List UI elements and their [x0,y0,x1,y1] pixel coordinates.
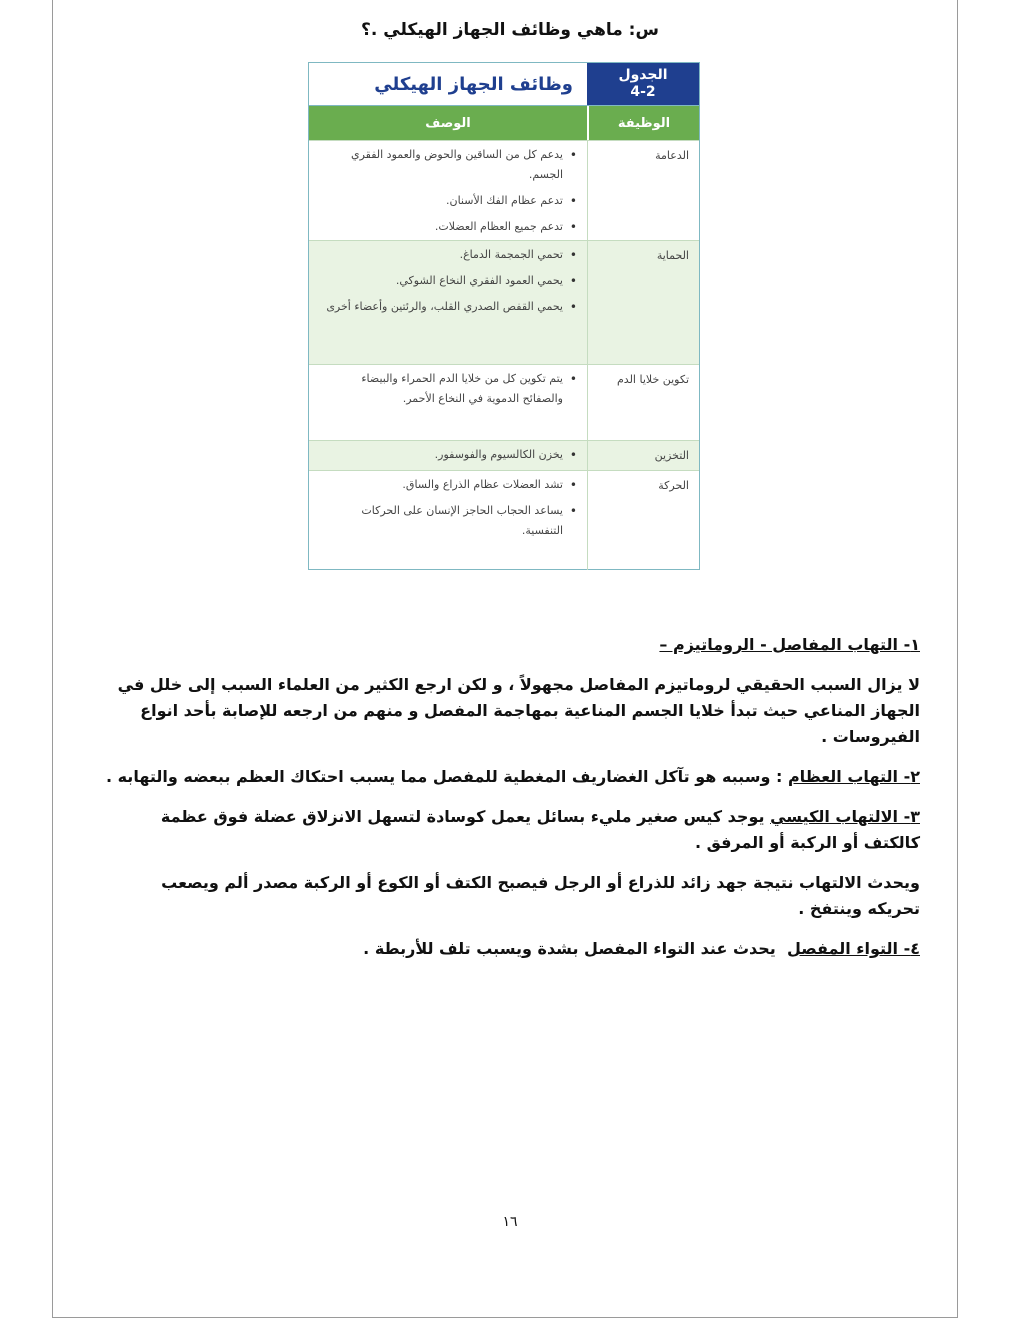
description-item: • يدعم كل من الساقين والحوض والعمود الفقري الجسم. [321,145,577,185]
section-1-body: لا يزال السبب الحقيقي لروماتيزم المفاصل مجهولاً ، و لكن ارجع الكثير من العلماء السبب إلى خلل في الجهاز المناعي حيث تبدأ خلايا الجسم المناعية بمهاجمة المفصل و منهم من ارجعه للإصابة بأحد انواع الفيروسات . [117,675,920,746]
table-number-label [587,63,699,105]
table-label-word: الجدول [618,67,668,83]
description-item: • يحمي العمود الفقري النخاع الشوكي. [321,271,577,291]
table-row [309,240,699,364]
section-3-title: ٣- الالتهاب الكيسي [770,807,920,826]
description-cell [309,241,587,364]
section-1-heading [105,632,920,658]
description-item: • يتم تكوين كل من خلايا الدم الحمراء والبيضاء والصفائح الدموية في النخاع الأحمر. [321,369,577,409]
description-item: • تدعم عظام الفك الأسنان. [321,191,577,211]
section-4-title: ٤- التواء المفصل [786,939,920,958]
page-number: ١٦ [502,1214,518,1230]
section-3-body: يوجد كيس صغير مليء بسائل يعمل كوسادة لتسهل الانزلاق عضلة فوق عظمة كالكتف أو الركبة أو المرفق . [160,807,920,852]
section-2 [105,764,920,790]
description-cell [309,365,587,440]
section-1-title: ١- التهاب المفاصل - الروماتيزم – [659,635,920,654]
section-4-body: يحدث عند التواء المفصل بشدة ويسبب تلف للأربطة . [363,939,776,958]
section-2-body: : وسببه هو تآكل الغضاريف المغطية للمفصل مما يسبب احتكاك العظم ببعضه والتهابه . [105,767,783,786]
description-item: • يساعد الحجاب الحاجز الإنسان على الحركات التنفسية. [321,501,577,541]
description-item: • تشد العضلات عظام الذراع والساق. [321,475,577,495]
function-cell: تكوين خلايا الدم [587,365,699,440]
section-4 [105,936,920,962]
function-cell: التخزين [587,441,699,470]
description-cell [309,471,587,570]
description-item: • يحمي القفص الصدري القلب، والرئتين وأعضاء أخرى [321,297,577,317]
table-header [309,63,699,106]
function-cell: الحماية [587,241,699,364]
function-cell: الحركة [587,471,699,570]
description-item: • تدعم جميع العظام العضلات. [321,217,577,237]
table-row [309,470,699,570]
section-3-extra: ويحدث الالتهاب نتيجة جهد زائد للذراع أو الرجل فيصبح الكتف أو الكوع أو الركبة مصدر ألم ويصعب تحريكه وينتفخ . [161,873,920,918]
table-row [309,440,699,470]
table-title: وظائف الجهاز الهيكلي [374,73,573,95]
section-2-title: ٢- التهاب العظام [787,767,920,786]
skeletal-functions-table [308,62,700,570]
table-label-number: 4-2 [630,84,656,100]
column-header-description: الوصف [425,115,471,131]
description-cell [309,441,587,470]
table-row [309,364,699,440]
section-3 [105,804,920,856]
table-row [309,140,699,240]
column-header-function: الوظيفة [587,106,699,140]
body-text [105,632,920,976]
description-cell [309,141,587,240]
description-item: • تحمي الجمجمة الدماغ. [321,245,577,265]
description-item: • يخزن الكالسيوم والفوسفور. [321,445,577,465]
question-heading: س: ماهي وظائف الجهاز الهيكلي .؟ [361,20,659,40]
function-cell: الدعامة [587,141,699,240]
table-column-headers [309,106,699,140]
